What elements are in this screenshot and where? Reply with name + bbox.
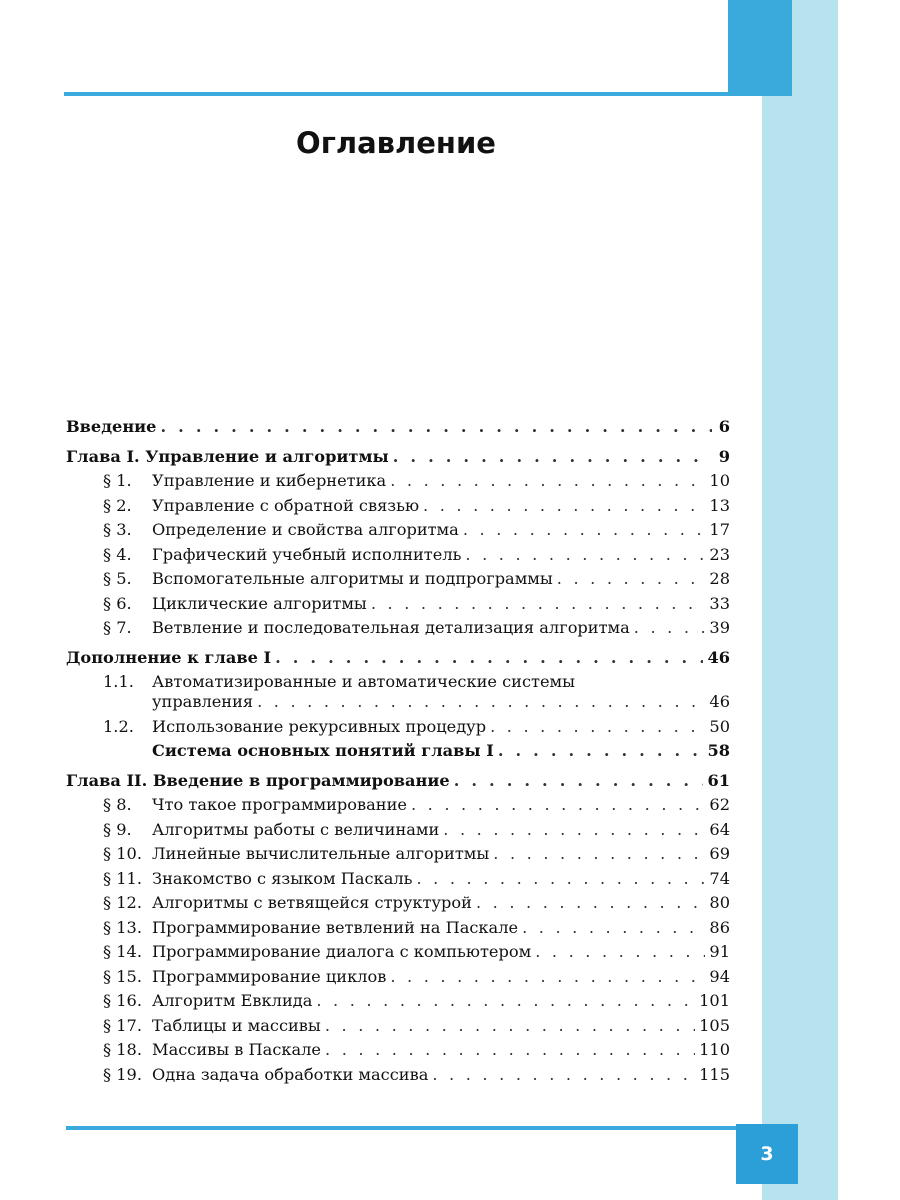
leader-dots <box>160 417 712 436</box>
toc-entry[interactable] <box>66 1016 730 1041</box>
table-of-contents <box>66 417 730 1089</box>
toc-title: Программирование диалога с компьютером <box>152 942 532 961</box>
toc-number: § 7. <box>103 618 132 637</box>
toc-number: § 14. <box>103 942 142 961</box>
leader-dots <box>557 569 706 588</box>
leader-dots <box>371 594 706 613</box>
toc-entry[interactable] <box>66 893 730 918</box>
toc-title: Дополнение к главе I <box>66 647 272 667</box>
toc-number: § 6. <box>103 593 132 613</box>
toc-page: 46 <box>707 647 730 667</box>
toc-number: § 16. <box>103 991 142 1010</box>
leader-dots <box>454 771 704 790</box>
leader-dots <box>493 844 705 863</box>
toc-title: Система основных понятий главы I <box>152 741 494 760</box>
toc-number: § 8. <box>103 795 132 814</box>
toc-number: § 11. <box>103 868 142 888</box>
leader-dots <box>393 447 712 466</box>
toc-title: Программирование циклов <box>152 966 387 986</box>
toc-page: 64 <box>709 819 730 839</box>
toc-title: Управление с обратной связью <box>152 495 420 515</box>
toc-page: 46 <box>709 692 730 711</box>
toc-page: 91 <box>709 942 730 961</box>
side-color-band <box>762 0 838 1200</box>
toc-entry[interactable] <box>66 991 730 1016</box>
toc-entry[interactable] <box>66 869 730 894</box>
toc-number: § 4. <box>103 544 132 564</box>
leader-dots <box>325 1040 695 1059</box>
toc-page: 80 <box>709 893 730 912</box>
toc-page: 10 <box>709 471 730 490</box>
toc-entry[interactable] <box>66 471 730 496</box>
leader-dots <box>465 545 705 564</box>
leader-dots <box>498 741 704 760</box>
leader-dots <box>522 918 705 937</box>
toc-title: Вспомогательные алгоритмы и подпрограммы <box>152 569 553 588</box>
toc-page: 28 <box>709 569 730 588</box>
toc-title: Алгоритм Евклида <box>152 991 313 1010</box>
toc-title: Введение <box>66 417 157 436</box>
toc-number: § 2. <box>103 495 132 515</box>
toc-number: § 15. <box>103 966 142 986</box>
leader-dots <box>476 893 705 912</box>
toc-page: 101 <box>699 991 730 1010</box>
leader-dots <box>257 692 705 711</box>
toc-title: Программирование ветвлений на Паскале <box>152 917 519 937</box>
toc-entry[interactable] <box>66 942 730 967</box>
toc-page: 6 <box>718 417 730 436</box>
page-number: 3 <box>736 1124 798 1184</box>
toc-page: 39 <box>709 618 730 637</box>
toc-title-line1: Автоматизированные и автоматические системы <box>152 672 576 691</box>
leader-dots <box>390 471 705 490</box>
toc-page: 50 <box>709 716 730 736</box>
toc-title: Таблицы и массивы <box>152 1015 321 1035</box>
toc-title: Алгоритмы работы с величинами <box>152 819 440 839</box>
leader-dots <box>390 967 705 986</box>
toc-number: § 5. <box>103 569 132 588</box>
toc-number: § 17. <box>103 1015 142 1035</box>
leader-dots <box>432 1065 695 1084</box>
toc-entry[interactable] <box>66 545 730 570</box>
toc-entry-chapter-2[interactable] <box>66 771 730 796</box>
toc-title: Глава II. Введение в программирование <box>66 770 450 790</box>
leader-dots <box>423 496 705 515</box>
toc-number: § 10. <box>103 844 142 863</box>
toc-page: 110 <box>699 1040 730 1059</box>
toc-entry[interactable] <box>66 795 730 820</box>
toc-title: Массивы в Паскале <box>152 1040 322 1059</box>
leader-dots <box>325 1016 695 1035</box>
toc-entry[interactable] <box>66 618 730 643</box>
toc-page: 86 <box>709 917 730 937</box>
toc-entry[interactable] <box>66 844 730 869</box>
toc-page: 61 <box>707 770 730 790</box>
leader-dots <box>634 618 706 637</box>
toc-entry[interactable] <box>66 496 730 521</box>
toc-title: Глава I. Управление и алгоритмы <box>66 446 389 466</box>
toc-page: 58 <box>707 741 730 760</box>
toc-entry[interactable] <box>66 569 730 594</box>
toc-entry[interactable] <box>66 594 730 619</box>
leader-dots <box>411 795 705 814</box>
toc-title: Линейные вычислительные алгоритмы <box>152 844 490 863</box>
toc-page: 115 <box>699 1064 730 1084</box>
toc-number: 1.1. <box>103 672 134 691</box>
toc-number: § 12. <box>103 893 142 912</box>
toc-page: 13 <box>709 495 730 515</box>
toc-entry[interactable] <box>66 520 730 545</box>
toc-page: 69 <box>709 844 730 863</box>
toc-title: Графический учебный исполнитель <box>152 544 462 564</box>
toc-entry[interactable] <box>66 967 730 992</box>
toc-page: 23 <box>709 544 730 564</box>
bottom-rule <box>66 1126 766 1130</box>
toc-page: 33 <box>709 593 730 613</box>
top-corner-tab <box>728 0 792 96</box>
toc-number: § 18. <box>103 1040 142 1059</box>
toc-entry[interactable] <box>66 918 730 943</box>
toc-entry-chapter-1[interactable] <box>66 447 730 472</box>
toc-number: § 1. <box>103 471 132 490</box>
leader-dots <box>316 991 695 1010</box>
toc-title: Что такое программирование <box>152 795 407 814</box>
toc-title: Ветвление и последовательная детализация алгоритма <box>152 618 630 637</box>
page-title: Оглавление <box>296 126 496 160</box>
toc-page: 9 <box>718 446 730 466</box>
toc-title: Использование рекурсивных процедур <box>152 716 487 736</box>
top-rule <box>64 92 792 96</box>
toc-page: 62 <box>709 795 730 814</box>
toc-entry-supplement[interactable] <box>66 648 730 673</box>
toc-number: 1.2. <box>103 716 134 736</box>
toc-title: Управление и кибернетика <box>152 471 387 490</box>
toc-page: 74 <box>709 868 730 888</box>
toc-page: 105 <box>699 1015 730 1035</box>
toc-title: Знакомство с языком Паскаль <box>152 868 413 888</box>
toc-number: § 3. <box>103 520 132 539</box>
toc-number: § 9. <box>103 819 132 839</box>
toc-page: 94 <box>709 966 730 986</box>
leader-dots <box>275 648 703 667</box>
toc-title: Алгоритмы с ветвящейся структурой <box>152 893 472 912</box>
toc-entry-intro[interactable] <box>66 417 730 442</box>
leader-dots <box>416 869 705 888</box>
toc-entry-concepts[interactable] <box>66 741 730 766</box>
toc-page: 17 <box>709 520 730 539</box>
toc-entry-multiline[interactable] <box>66 672 730 717</box>
toc-entry[interactable] <box>66 820 730 845</box>
leader-dots <box>535 942 705 961</box>
leader-dots <box>490 717 705 736</box>
toc-title-line2: управления <box>152 692 254 711</box>
toc-entry[interactable] <box>66 1065 730 1090</box>
toc-title: Одна задача обработки массива <box>152 1064 429 1084</box>
toc-title: Циклические алгоритмы <box>152 593 367 613</box>
toc-title: Определение и свойства алгоритма <box>152 520 459 539</box>
toc-entry[interactable] <box>66 717 730 742</box>
toc-number: § 13. <box>103 917 142 937</box>
leader-dots <box>443 820 705 839</box>
toc-number: § 19. <box>103 1064 142 1084</box>
toc-entry[interactable] <box>66 1040 730 1065</box>
leader-dots <box>463 520 706 539</box>
